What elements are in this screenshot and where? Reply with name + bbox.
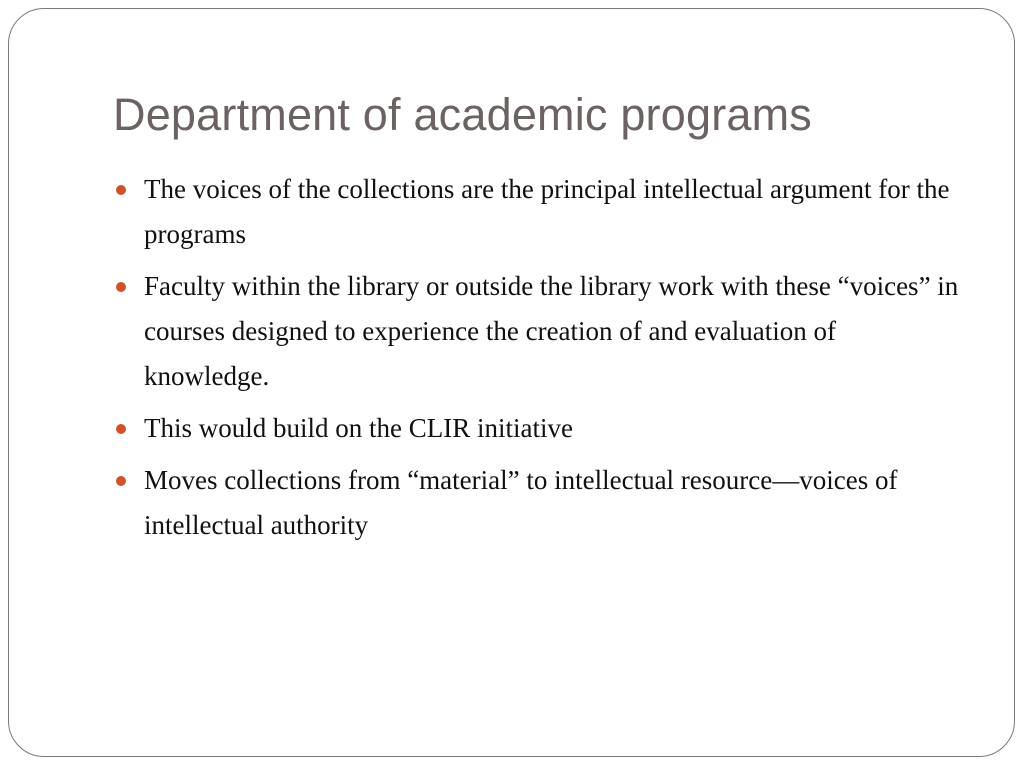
bullet-dot-icon [116,476,126,486]
bullet-item [112,264,962,399]
bullet-dot-icon [116,282,126,292]
bullet-dot-icon [116,424,126,434]
bullet-text: This would build on the CLIR initiative [144,413,573,443]
slide-title: Department of academic programs [113,89,812,140]
bullet-item [112,458,962,548]
bullet-text: Moves collections from “material” to intellectual resource—voices of intellectual authority [144,465,898,540]
bullet-dot-icon [116,185,126,195]
bullet-item [112,406,962,451]
bullet-text: Faculty within the library or outside the library work with these “voices” in courses designed to experience the creation of and evaluation of knowledge. [144,271,959,391]
bullet-text: The voices of the collections are the principal intellectual argument for the programs [144,174,950,249]
bullet-list [112,167,962,555]
bullet-item [112,167,962,257]
